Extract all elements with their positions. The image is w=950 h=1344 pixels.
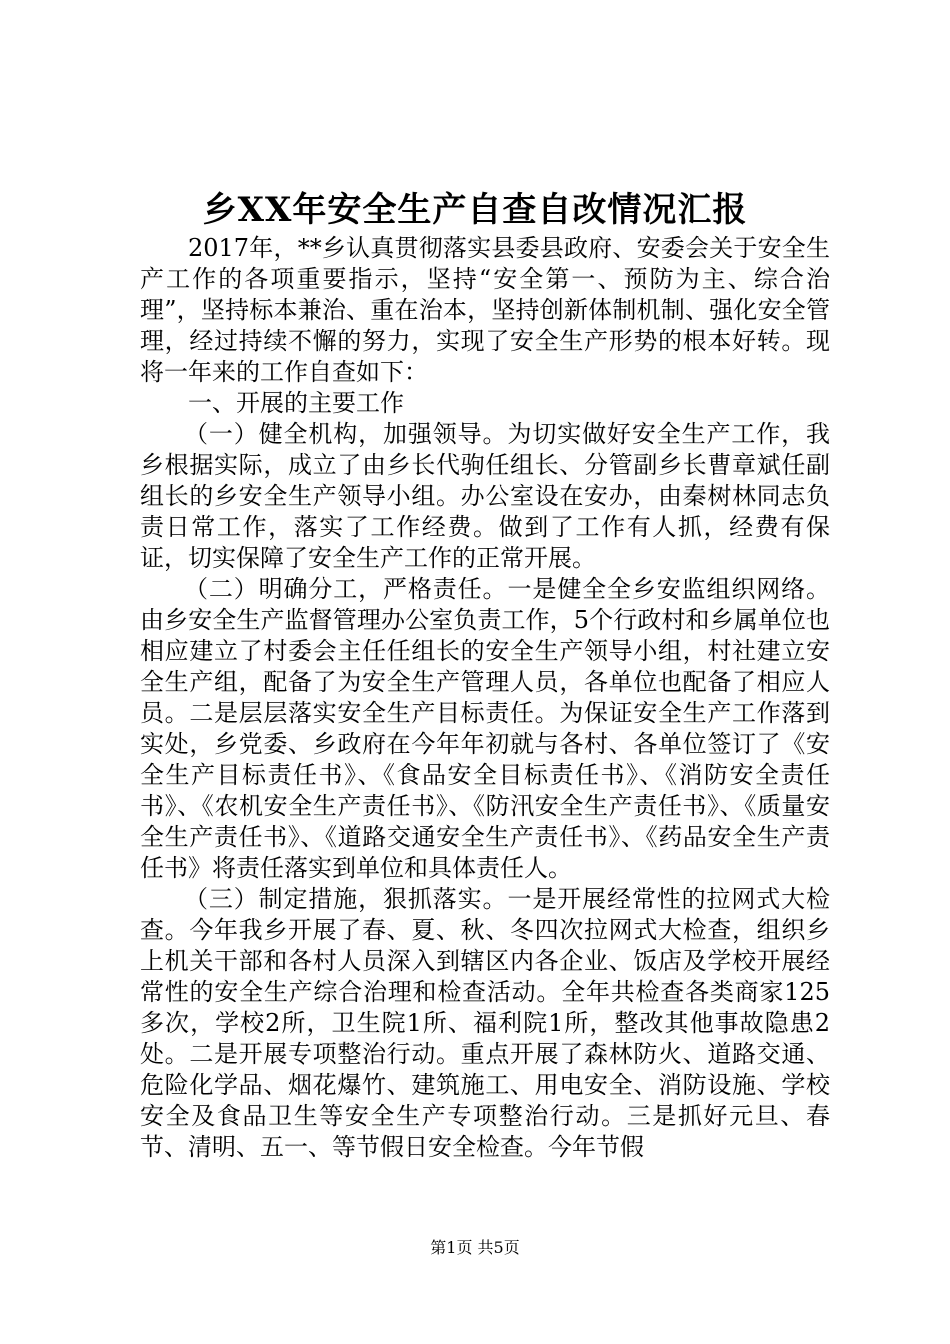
paragraph-section-3: （三）制定措施，狠抓落实。一是开展经常性的拉网式大检查。今年我乡开展了春、夏、秋、冬四次拉网式大检查，组织乡上机关干部和各村人员深入到辖区内各企业、饭店及学校开展经常性的安全生产综合治理和检查活动。全年共检查各类商家125多次，学校2所，卫生院1所、福利院1所，整改其他事故隐患2处。二是开展专项整治行动。重点开展了森林防火、道路交通、危险化学品、烟花爆竹、建筑施工、用电安全、消防设施、学校安全及食品卫生等安全生产专项整治行动。三是抓好元旦、春节、清明、五一、等节假日安全检查。今年节假: [140, 885, 830, 1161]
document-body: [140, 233, 830, 1163]
page-number-footer: 第1页 共5页: [430, 1238, 520, 1257]
paragraph-intro: 2017年，**乡认真贯彻落实县委县政府、安委会关于安全生产工作的各项重要指示，坚持“安全第一、预防为主、综合治理”，坚持标本兼治、重在治本，坚持创新体制机制、强化安全管理，经过持续不懈的努力，实现了安全生产形势的根本好转。现将一年来的工作自查如下：: [140, 234, 830, 386]
paragraph-section-2: （二）明确分工，严格责任。一是健全全乡安监组织网络。由乡安全生产监督管理办公室负责工作，5个行政村和乡属单位也相应建立了村委会主任任组长的安全生产领导小组，村社建立安全生产组，配备了为安全生产管理人员，各单位也配备了相应人员。二是层层落实安全生产目标责任。为保证安全生产工作落到实处，乡党委、乡政府在今年年初就与各村、各单位签订了《安全生产目标责任书》、《食品安全目标责任书》、《消防安全责任书》、《农机安全生产责任书》、《防汛安全生产责任书》、《质量安全生产责任书》、《道路交通安全生产责任书》、《药品安全生产责任书》将责任落实到单位和具体责任人。: [140, 575, 830, 882]
section-heading-main-work: 一、开展的主要工作: [188, 389, 404, 417]
paragraph-section-1: （一）健全机构，加强领导。为切实做好安全生产工作，我乡根据实际，成立了由乡长代驹任组长、分管副乡长曹章斌任副组长的乡安全生产领导小组。办公室设在安办，由秦树林同志负责日常工作，落实了工作经费。做到了工作有人抓，经费有保证，切实保障了安全生产工作的正常开展。: [140, 420, 830, 572]
document-title: 乡XX年安全生产自查自改情况汇报: [202, 190, 748, 230]
